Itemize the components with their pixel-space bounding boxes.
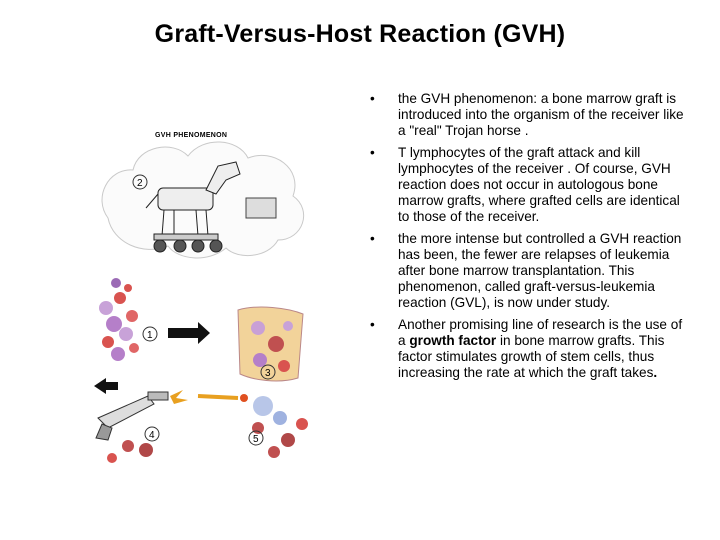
gun-drawing	[96, 392, 168, 440]
blood-cells-bottom	[107, 440, 153, 463]
bullet-marker: •	[370, 317, 375, 332]
bullet-text: Another promising line of research is the use of a	[398, 317, 683, 348]
left-arrow	[94, 378, 118, 394]
slide-title: Graft-Versus-Host Reaction (GVH)	[154, 20, 566, 48]
bullet-item	[368, 145, 686, 225]
bold-text: .	[653, 365, 658, 380]
bullet-item	[368, 317, 686, 381]
target-cells	[252, 396, 308, 458]
step-number-3: 3	[265, 368, 271, 379]
step-number-1: 1	[147, 330, 153, 341]
castle-drawing	[246, 198, 276, 218]
step-number-4: 4	[149, 430, 155, 441]
bullet-marker: •	[370, 231, 375, 246]
graft-cells-cluster	[99, 278, 139, 361]
bullet-text: T lymphocytes of the graft attack and kill lymphocytes of the receiver . Of course, GVH reaction does not occur in autologous bone marrow grafts, where grafted cells are identical to those of the receiver.	[398, 145, 680, 224]
bullet-item	[368, 91, 686, 139]
bullet-text: in bone marrow grafts. This factor stimulates growth of stem cells, thus increasing the rate at which the graft takes	[398, 333, 665, 380]
bullet-item	[368, 231, 686, 311]
step-number-5: 5	[253, 434, 259, 445]
bullet-text: the more intense but controlled a GVH reaction has been, the fewer are relapses of leukemia after bone marrow transplantation. This phenomenon, called graft-versus-leukemia reaction (GVL), is now under study.	[398, 231, 682, 310]
bullet-marker: •	[370, 91, 375, 106]
flame	[170, 390, 188, 404]
step-number-2: 2	[137, 178, 143, 189]
laser-beam	[198, 396, 238, 398]
bullet-list	[368, 91, 686, 387]
right-arrow	[168, 322, 210, 344]
figure-caption: GVH PHENOMENON	[155, 132, 228, 139]
bullet-marker: •	[370, 145, 375, 160]
bold-text: growth factor	[409, 333, 497, 348]
bullet-text: the GVH phenomenon: a bone marrow graft is introduced into the organism of the receiver like a "real" Trojan horse .	[398, 91, 684, 138]
gvh-illustration	[88, 128, 320, 464]
gvh-illustration-drawing	[88, 128, 320, 464]
